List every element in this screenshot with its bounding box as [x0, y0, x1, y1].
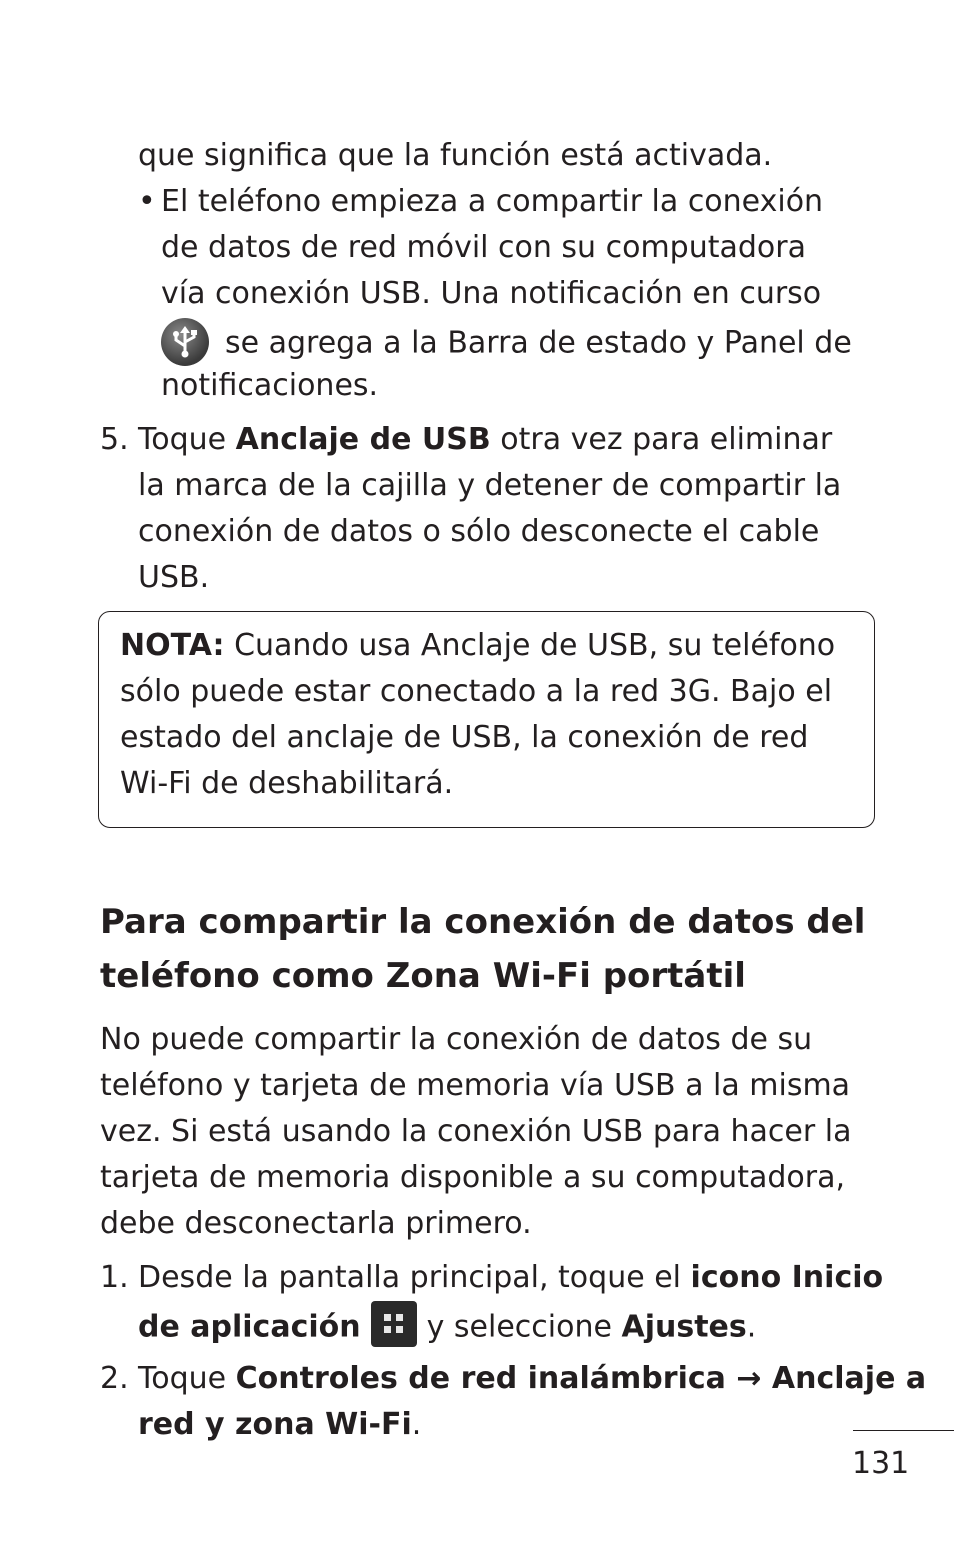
text-line: Wi-Fi de deshabilitará. [120, 766, 454, 801]
text-line: la marca de la cajilla y detener de compartir la [138, 468, 842, 503]
bullet: • [138, 184, 156, 219]
text-line: vez. Si está usando la conexión USB para hacer la [100, 1114, 852, 1149]
text-line [138, 1305, 756, 1351]
usb-notification-icon [161, 318, 209, 366]
text-line: USB. [138, 560, 210, 595]
text-line [161, 320, 852, 368]
text-line: vía conexión USB. Una notificación en curso [161, 276, 822, 311]
text-line: debe desconectarla primero. [100, 1206, 532, 1241]
text-fragment: Cuando usa Anclaje de USB, su teléfono [224, 628, 836, 663]
text-line: estado del anclaje de USB, la conexión de red [120, 720, 809, 755]
bold-term: icono Inicio [690, 1260, 884, 1295]
text-fragment: Desde la pantalla principal, toque el [138, 1260, 691, 1295]
text-line: teléfono y tarjeta de memoria vía USB a la misma [100, 1068, 851, 1103]
bold-term: Ajustes [621, 1309, 747, 1345]
text-fragment: y seleccione [426, 1309, 622, 1345]
footer-rule [853, 1430, 954, 1431]
text-line [138, 420, 832, 460]
step-number: 5. [100, 422, 129, 457]
text-line: No puede compartir la conexión de datos de su [100, 1022, 813, 1057]
apps-launcher-icon [371, 1301, 417, 1347]
bold-term: de aplicación [138, 1309, 361, 1345]
text-fragment: se agrega a la Barra de estado y Panel de [225, 325, 852, 361]
step-number: 2. [100, 1361, 129, 1396]
bold-term: red y zona Wi-Fi [138, 1407, 412, 1442]
text-fragment: Toque [138, 1361, 236, 1396]
text-line: notificaciones. [161, 368, 379, 403]
note-label: NOTA: [120, 628, 225, 663]
text-fragment: Toque [138, 422, 236, 457]
bold-term: Controles de red inalámbrica → Anclaje a [235, 1361, 927, 1396]
bold-term: Anclaje de USB [235, 422, 491, 457]
text-fragment: otra vez para eliminar [490, 422, 833, 457]
text-line: El teléfono empieza a compartir la conexión [161, 184, 824, 219]
text-line: de datos de red móvil con su computadora [161, 230, 806, 265]
text-fragment: . [746, 1309, 757, 1345]
text-line: tarjeta de memoria disponible a su computadora, [100, 1160, 845, 1195]
text-line: que significa que la función está activada. [138, 138, 773, 173]
text-line [138, 1405, 421, 1445]
section-heading: Para compartir la conexión de datos del [100, 902, 866, 942]
section-heading: teléfono como Zona Wi-Fi portátil [100, 956, 746, 996]
text-line [138, 1258, 883, 1298]
text-fragment: . [411, 1407, 422, 1442]
page-number: 131 [852, 1446, 910, 1481]
text-line [120, 626, 835, 666]
text-line [138, 1359, 926, 1399]
step-number: 1. [100, 1260, 129, 1295]
text-line: conexión de datos o sólo desconecte el cable [138, 514, 820, 549]
text-line: sólo puede estar conectado a la red 3G. Bajo el [120, 674, 833, 709]
